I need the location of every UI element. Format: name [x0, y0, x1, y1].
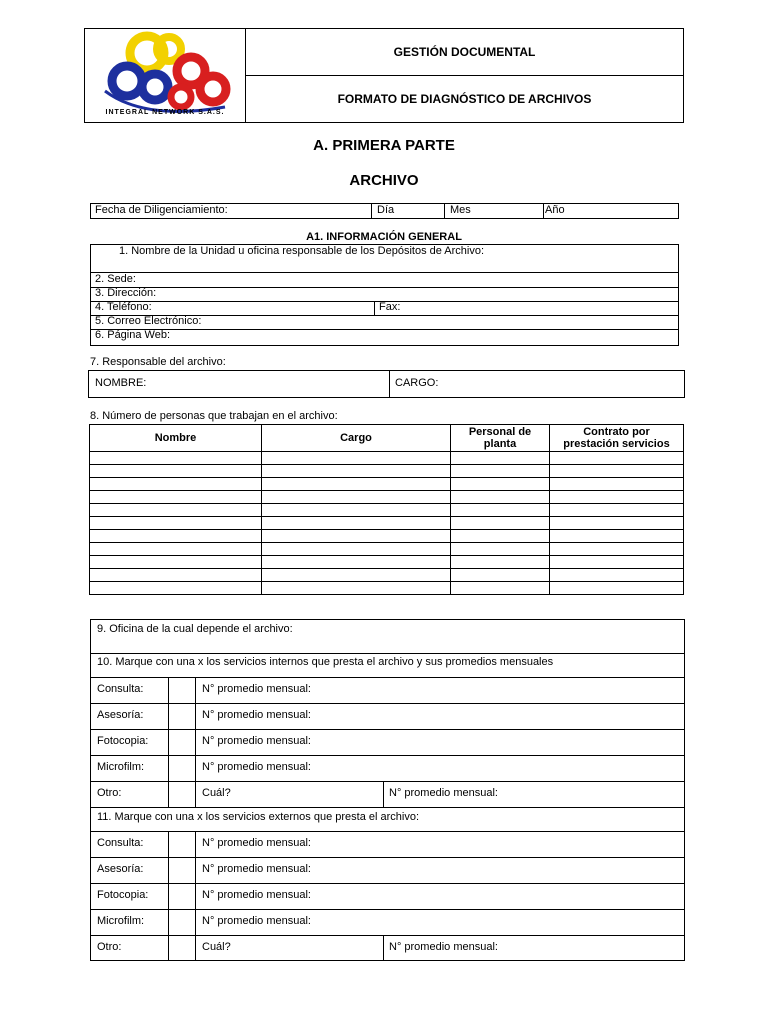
ext-consulta-label: Consulta: — [97, 837, 144, 849]
web-label: 6. Página Web: — [95, 329, 171, 341]
divider — [543, 204, 544, 218]
servicios-box — [90, 619, 685, 961]
logo — [85, 29, 246, 122]
responsable-box — [88, 370, 685, 398]
table-row — [90, 556, 684, 569]
int-otro-promedio: N° promedio mensual: — [389, 787, 498, 799]
int-otro-label: Otro: — [97, 787, 122, 799]
divider — [371, 204, 372, 218]
int-asesoria-label: Asesoría: — [97, 709, 144, 721]
divider — [91, 781, 684, 782]
header-planta: Personal de planta — [451, 425, 550, 452]
table-row — [90, 530, 684, 543]
sede-label: 2. Sede: — [95, 273, 136, 285]
int-microfilm-promedio: N° promedio mensual: — [202, 761, 311, 773]
table-row — [90, 491, 684, 504]
ext-asesoria-promedio: N° promedio mensual: — [202, 863, 311, 875]
table-row — [90, 478, 684, 491]
divider — [91, 935, 684, 936]
telefono-label: 4. Teléfono: — [95, 301, 152, 313]
responsable-label: 7. Responsable del archivo: — [90, 356, 226, 368]
ext-otro-promedio: N° promedio mensual: — [389, 941, 498, 953]
month-label: Mes — [450, 204, 471, 216]
personas-table — [89, 424, 684, 595]
int-microfilm-label: Microfilm: — [97, 761, 145, 773]
divider — [91, 329, 678, 330]
divider — [444, 204, 445, 218]
day-label: Día — [377, 204, 395, 216]
divider — [91, 729, 684, 730]
ext-cual-label: Cuál? — [202, 941, 231, 953]
header-title-2: FORMATO DE DIAGNÓSTICO DE ARCHIVOS — [337, 92, 592, 106]
ext-otro-label: Otro: — [97, 941, 122, 953]
ext-microfilm-promedio: N° promedio mensual: — [202, 915, 311, 927]
divider — [91, 653, 684, 654]
divider — [91, 857, 684, 858]
ext-asesoria-label: Asesoría: — [97, 863, 144, 875]
ext-fotocopia-promedio: N° promedio mensual: — [202, 889, 311, 901]
divider — [168, 831, 169, 960]
divider — [91, 272, 678, 273]
ext-consulta-promedio: N° promedio mensual: — [202, 837, 311, 849]
table-row — [90, 504, 684, 517]
divider — [168, 677, 169, 807]
divider — [91, 703, 684, 704]
int-consulta-promedio: N° promedio mensual: — [202, 683, 311, 695]
subtitle: ARCHIVO — [349, 172, 419, 189]
cargo-label: CARGO: — [395, 377, 439, 389]
divider — [383, 781, 384, 807]
table-row — [90, 543, 684, 556]
divider — [195, 831, 196, 960]
divider — [91, 677, 684, 678]
header-title-1: GESTIÓN DOCUMENTAL — [246, 29, 683, 76]
table-row — [90, 517, 684, 530]
q10-label: 10. Marque con una x los servicios internos que presta el archivo y sus promedios mensuales — [97, 656, 554, 668]
divider — [91, 755, 684, 756]
int-fotocopia-promedio: N° promedio mensual: — [202, 735, 311, 747]
q1-label: 1. Nombre de la Unidad u oficina responsable de los Depósitos de Archivo: — [119, 245, 485, 257]
divider — [91, 807, 684, 808]
int-fotocopia-label: Fotocopia: — [97, 735, 149, 747]
fax-label: Fax: — [379, 301, 401, 313]
divider — [383, 935, 384, 960]
divider — [91, 831, 684, 832]
table-row — [90, 465, 684, 478]
header-cargo: Cargo — [262, 425, 451, 452]
ext-fotocopia-label: Fotocopia: — [97, 889, 149, 901]
section-title: A. PRIMERA PARTE — [313, 137, 455, 154]
direccion-label: 3. Dirección: — [95, 287, 157, 299]
header-nombre: Nombre — [90, 425, 262, 452]
logo-text: INTEGRAL NETWORK S.A.S. — [105, 109, 225, 116]
year-label: Año — [545, 204, 565, 216]
divider — [91, 287, 678, 288]
document-header — [84, 28, 684, 123]
int-asesoria-promedio: N° promedio mensual: — [202, 709, 311, 721]
q11-label: 11. Marque con una x los servicios externos que presta el archivo: — [97, 811, 420, 823]
divider — [389, 371, 390, 397]
divider — [374, 301, 375, 315]
general-info-title: A1. INFORMACIÓN GENERAL — [306, 231, 462, 243]
header-contrato: Contrato por prestación servicios — [550, 425, 684, 452]
divider — [195, 677, 196, 807]
table-row — [90, 569, 684, 582]
int-cual-label: Cuál? — [202, 787, 231, 799]
table-row — [90, 452, 684, 465]
table-row — [90, 582, 684, 595]
correo-label: 5. Correo Electrónico: — [95, 315, 202, 327]
date-label: Fecha de Diligenciamiento: — [95, 204, 228, 216]
ext-microfilm-label: Microfilm: — [97, 915, 145, 927]
general-info-box — [90, 244, 679, 346]
divider — [91, 883, 684, 884]
nombre-label: NOMBRE: — [95, 377, 147, 389]
personas-label: 8. Número de personas que trabajan en el archivo: — [90, 410, 338, 422]
int-consulta-label: Consulta: — [97, 683, 144, 695]
q9-label: 9. Oficina de la cual depende el archivo: — [97, 623, 293, 635]
divider — [91, 909, 684, 910]
date-row — [90, 203, 679, 219]
